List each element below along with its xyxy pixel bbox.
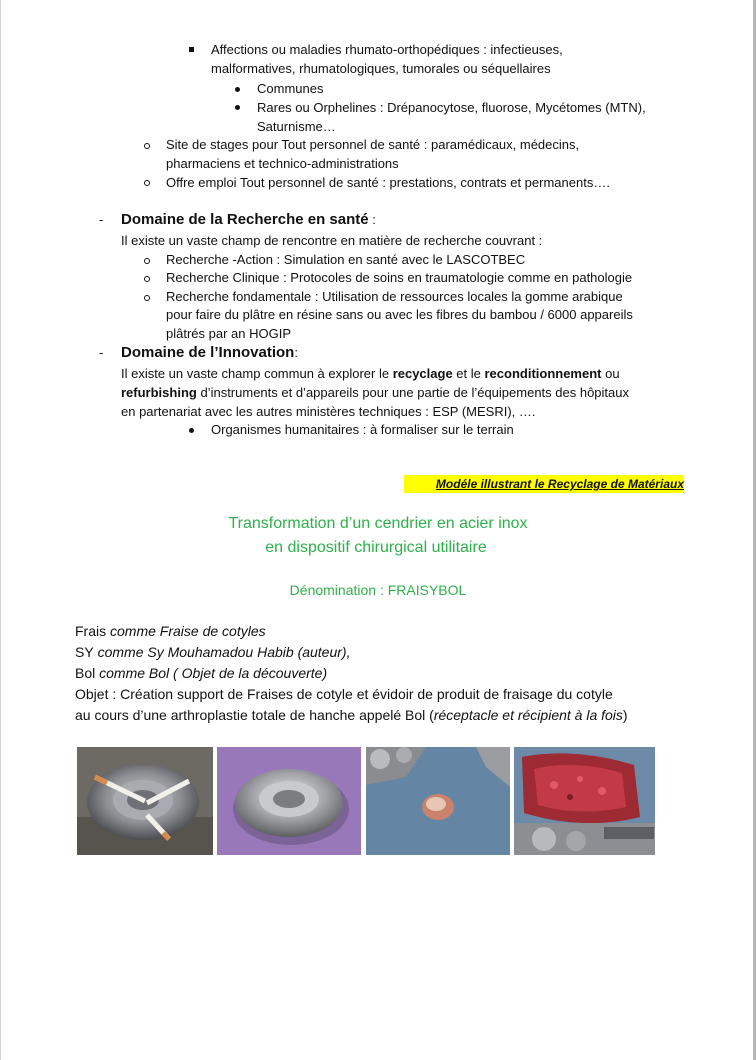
list-item-continuation: Saturnisme… xyxy=(257,119,336,134)
section-title: Domaine de la Recherche en santé xyxy=(121,211,369,228)
paragraph-line xyxy=(121,384,629,402)
dash-bullet: - xyxy=(99,212,104,227)
circle-bullet-icon xyxy=(144,258,150,264)
photo-ashtray-with-cigarettes xyxy=(77,747,213,855)
list-item: Affections ou maladies rhumato-orthopédiques : infectieuses, xyxy=(211,42,563,57)
section-colon: : xyxy=(368,212,376,227)
section-title: Domaine de l’Innovation xyxy=(121,344,295,361)
text-run: d’instruments et d’appareils pour une partie de l’équipements des hôpitaux xyxy=(196,385,629,400)
square-bullet-icon xyxy=(189,47,194,52)
model-label xyxy=(404,475,684,493)
term: SY xyxy=(75,644,94,660)
list-item: Recherche Clinique : Protocoles de soins en traumatologie comme en pathologie xyxy=(166,270,633,285)
bold-run: refurbishing xyxy=(121,385,197,400)
definition-frais xyxy=(75,621,266,642)
text-run: ou xyxy=(601,366,620,381)
transform-title-line1: Transformation d’un cendrier en acier inox xyxy=(228,515,528,532)
list-item: Organismes humanitaires : à formaliser sur le terrain xyxy=(211,422,514,437)
dot-bullet-icon xyxy=(235,105,240,110)
term-meaning: comme Fraise de cotyles xyxy=(106,623,266,639)
circle-bullet-icon xyxy=(144,295,150,301)
dash-bullet: - xyxy=(99,345,104,360)
model-label-text: Modéle illustrant le Recyclage de Matériaux xyxy=(435,477,684,491)
transform-title-line2: en dispositif chirurgical utilitaire xyxy=(265,539,487,556)
objet-line2 xyxy=(75,705,628,726)
list-item: Communes xyxy=(257,81,324,96)
section-colon: : xyxy=(294,345,298,360)
dot-bullet-icon xyxy=(235,87,240,92)
circle-bullet-icon xyxy=(144,180,150,186)
list-item-continuation: plâtrés par an HOGIP xyxy=(166,326,291,341)
bold-run: reconditionnement xyxy=(484,366,602,381)
circle-bullet-icon xyxy=(144,276,150,282)
list-item: Offre emploi Tout personnel de santé : prestations, contrats et permanents…. xyxy=(166,175,610,190)
list-item: Recherche fondamentale : Utilisation de ressources locales la gomme arabique xyxy=(166,289,623,304)
term: Bol xyxy=(75,665,96,681)
list-item: Rares ou Orphelines : Drépanocytose, fluorose, Mycétomes (MTN), xyxy=(257,100,646,115)
text-run: au cours d’une arthroplastie totale de hanche appelé Bol ( xyxy=(75,707,434,723)
list-item-continuation: pour faire du plâtre en résine sans ou avec les fibres du bambou / 6000 appareils xyxy=(166,307,633,322)
term-meaning: comme Bol ( Objet de la découverte) xyxy=(95,665,328,681)
denomination: Dénomination : FRAISYBOL xyxy=(289,582,467,598)
photo-bone-specimen-on-drape xyxy=(366,747,510,855)
section-intro: Il existe un vaste champ de rencontre en matière de recherche couvrant : xyxy=(121,233,543,248)
text-run: ) xyxy=(622,707,628,723)
objet-line1: Objet : Création support de Fraises de cotyle et évidoir de produit de fraisage du cotyle xyxy=(75,686,613,702)
circle-bullet-icon xyxy=(144,143,150,149)
dot-bullet-icon xyxy=(189,428,194,433)
list-item: Recherche -Action : Simulation en santé avec le LASCOTBEC xyxy=(166,252,526,267)
photo-reamed-bone-fragments xyxy=(514,747,655,855)
text-run: Il existe un vaste champ commun à explorer le xyxy=(121,366,393,381)
italic-run: réceptacle et récipient à la fois xyxy=(433,707,623,723)
section-heading-recherche xyxy=(121,211,376,229)
text-run: et le xyxy=(452,366,485,381)
list-item: Site de stages pour Tout personnel de santé : paramédicaux, médecins, xyxy=(166,137,580,152)
definition-sy xyxy=(75,642,350,663)
paragraph-line xyxy=(121,365,620,383)
paragraph-line: en partenariat avec les autres ministères techniques : ESP (MESRI), …. xyxy=(121,404,536,419)
term-meaning: comme Sy Mouhamadou Habib (auteur), xyxy=(93,644,351,660)
list-item-continuation: pharmaciens et technico-administrations xyxy=(166,156,399,171)
bold-run: recyclage xyxy=(392,366,453,381)
section-heading-innovation xyxy=(121,344,298,362)
term: Frais xyxy=(75,623,107,639)
list-item-continuation: malformatives, rhumatologiques, tumorales ou séquellaires xyxy=(211,61,551,76)
photo-empty-steel-ashtray xyxy=(217,747,361,855)
definition-bol xyxy=(75,663,327,684)
